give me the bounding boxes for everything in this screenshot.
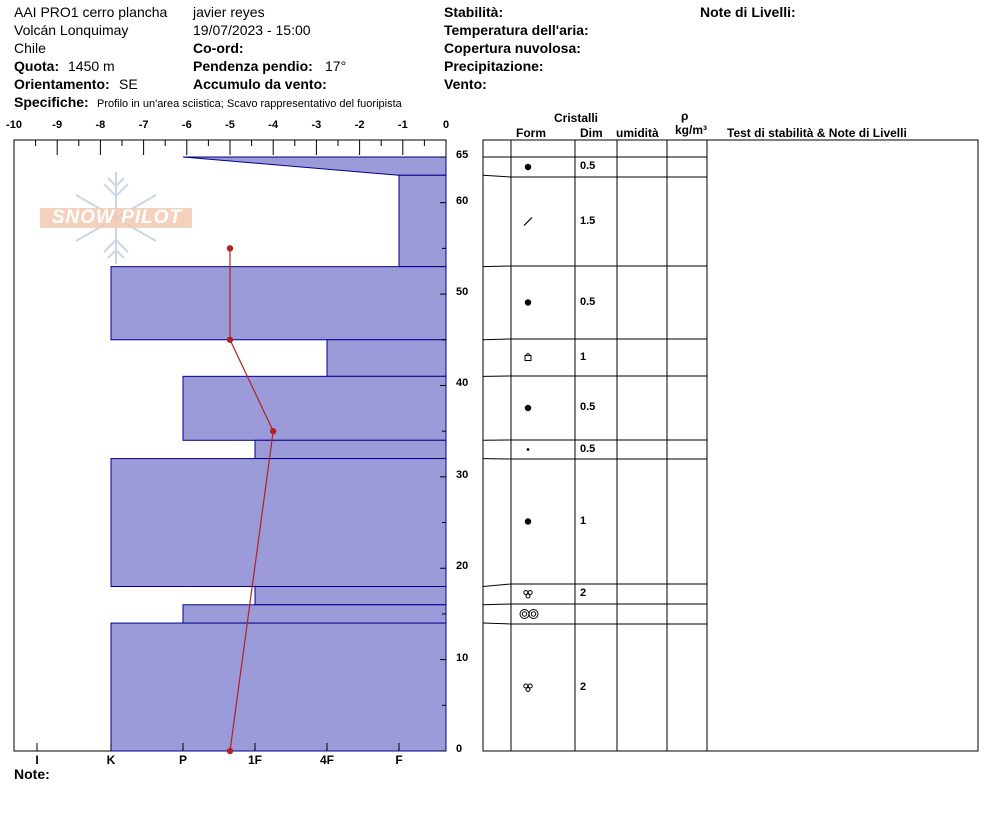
location: AAI PRO1 cerro plancha (14, 4, 168, 20)
temp-tick-label: -6 (181, 119, 192, 131)
hardness-layer-7 (255, 587, 446, 605)
height-tick-label: 30 (456, 468, 469, 481)
height-tick-label: 50 (456, 286, 469, 299)
temp-tick-label: -10 (6, 119, 22, 131)
slope-label: Pendenza pendio: (193, 58, 313, 74)
temperature-point (227, 748, 233, 754)
crystal-form-icon (529, 610, 538, 619)
coord-label: Co-ord: (193, 40, 244, 56)
height-tick-label: 10 (456, 651, 469, 664)
specifics-value: Profilo in un'area sciistica; Scavo rappresentativo del fuoripista (97, 98, 402, 110)
hardness-tick-label: I (35, 753, 39, 767)
hardness-tick-label: 1F (247, 753, 263, 767)
temp-tick-label: -1 (397, 119, 408, 131)
crystal-dim: 2 (580, 587, 587, 599)
crystals-header: Cristalli (554, 111, 599, 125)
elevation-value: 1450 m (68, 58, 115, 74)
stability-label: Stabilità: (444, 4, 504, 20)
rho-header: ρ (681, 109, 689, 123)
hardness-tick-label: F (395, 753, 403, 767)
dim-header: Dim (580, 126, 603, 140)
hardness-tick-label: P (178, 753, 188, 767)
slope-value: 17° (325, 58, 347, 74)
hardness-layer-8 (183, 605, 446, 623)
area: Volcán Lonquimay (14, 22, 129, 38)
layer-connector (483, 623, 511, 624)
temp-tick-label: -4 (268, 119, 279, 131)
crystal-form-icon (531, 612, 535, 616)
notes-label: Note: (14, 766, 50, 782)
moisture-header: umidità (616, 126, 659, 140)
stability-notes-header: Test di stabilità & Note di Livelli (727, 126, 907, 140)
crystal-form-icon (526, 594, 530, 598)
height-tick-label: 0 (456, 743, 463, 755)
crystal-form-icon (525, 299, 531, 305)
crystal-dim: 0.5 (580, 295, 596, 308)
crystal-form-icon (525, 405, 531, 411)
specifics-label: Specifiche: (14, 94, 89, 110)
layer-connector (483, 175, 511, 177)
temp-tick-label: -3 (311, 119, 322, 131)
height-tick-label: 60 (456, 194, 469, 207)
country: Chile (14, 40, 46, 56)
crystal-dim: 2 (580, 680, 587, 693)
hardness-tick-label: K (106, 753, 116, 767)
crystal-form-icon (525, 356, 531, 361)
temp-tick-label: -2 (354, 119, 365, 131)
crystal-form-icon (525, 518, 531, 524)
hardness-layer-3 (327, 340, 446, 377)
aspect-value: SE (119, 76, 138, 92)
layer-connector (483, 266, 511, 267)
temperature-point (270, 428, 276, 434)
temp-tick-label: -7 (138, 119, 149, 131)
aspect-label: Orientamento: (14, 76, 110, 92)
crystal-form-icon (524, 218, 532, 226)
hardness-layer-9 (111, 623, 446, 751)
layer-connector (483, 339, 511, 340)
height-tick-label: 40 (456, 377, 469, 390)
elevation-label: Quota: (14, 58, 60, 74)
density-unit-header: kg/m³ (675, 123, 708, 137)
hardness-tick-label: 4F (319, 753, 335, 767)
crystal-dim: 1 (580, 514, 587, 527)
crystal-form-icon (525, 164, 531, 170)
crystal-dim: 0.5 (580, 442, 596, 455)
layer-connector (483, 604, 511, 605)
crystal-form-icon (527, 448, 530, 451)
temperature-point (227, 337, 233, 343)
crystal-dim: 1.5 (580, 214, 596, 227)
temperature-point (227, 245, 233, 251)
observer: javier reyes (193, 4, 265, 20)
hardness-layer-2 (111, 267, 446, 340)
air-temp-label: Temperatura dell'aria: (444, 22, 589, 38)
height-tick-label: 20 (456, 560, 469, 573)
crystal-form-icon (526, 688, 530, 692)
datetime: 19/07/2023 - 15:00 (193, 22, 311, 38)
crystal-dim: 1 (580, 350, 587, 363)
layer-table-frame (483, 140, 978, 751)
hardness-layer-5 (255, 440, 446, 458)
height-tick-label: 65 (456, 149, 469, 161)
crystal-form-icon (522, 612, 526, 616)
temp-tick-label: -9 (52, 119, 63, 131)
form-header: Form (516, 126, 546, 140)
crystal-dim: 0.5 (580, 160, 596, 172)
temp-tick-label: 0 (442, 119, 450, 131)
crystal-form-icon (520, 610, 529, 619)
crystal-dim: 0.5 (580, 401, 596, 413)
wind-loading-label: Accumulo da vento: (193, 76, 327, 92)
cloud-label: Copertura nuvolosa: (444, 40, 581, 56)
layer-notes-label: Note di Livelli: (700, 4, 796, 20)
wind-label: Vento: (444, 76, 487, 92)
precip-label: Precipitazione: (444, 58, 544, 74)
logo-text: SNOW PILOT (51, 207, 183, 228)
hardness-layer-6 (111, 459, 446, 587)
temp-tick-label: -5 (225, 119, 235, 131)
temp-tick-label: -8 (95, 119, 106, 131)
hardness-layer-0 (183, 157, 446, 175)
layer-connector (483, 584, 511, 587)
hardness-layer-4 (183, 376, 446, 440)
hardness-layer-1 (399, 175, 446, 266)
